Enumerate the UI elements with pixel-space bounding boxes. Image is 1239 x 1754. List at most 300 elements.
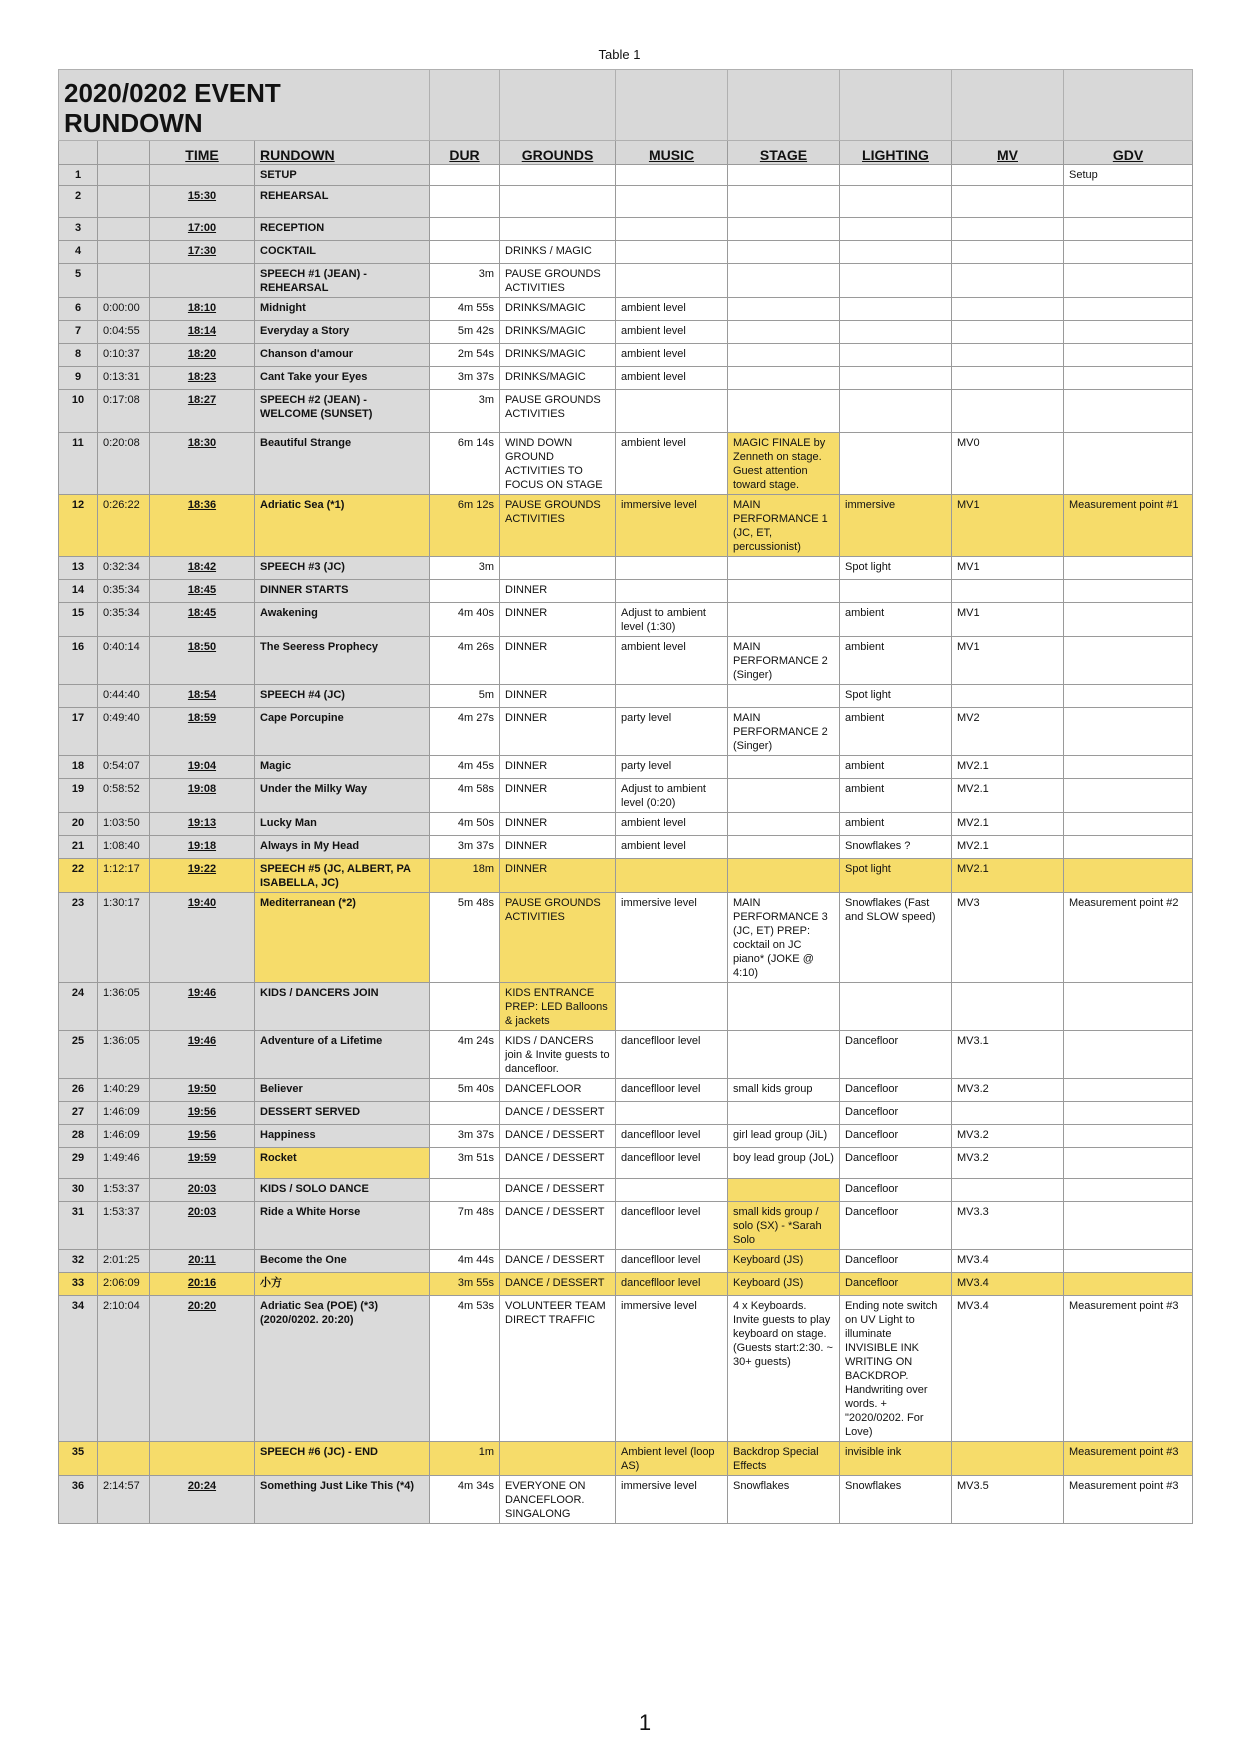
- stage-cell: [728, 1031, 840, 1079]
- elapsed-time: 0:17:08: [98, 390, 150, 433]
- stage-cell: [728, 298, 840, 321]
- table-row: [59, 1079, 1193, 1102]
- grounds-cell: PAUSE GROUNDS ACTIVITIES: [500, 893, 616, 983]
- page-number: 1: [638, 1710, 652, 1735]
- table-row: [59, 685, 1193, 708]
- gdv-cell: [1064, 344, 1193, 367]
- grounds-cell: DANCE / DESSERT: [500, 1125, 616, 1148]
- music-cell: [616, 241, 728, 264]
- grounds-cell: DANCE / DESSERT: [500, 1148, 616, 1179]
- table-row: [59, 367, 1193, 390]
- row-number: 24: [59, 983, 98, 1031]
- music-cell: [616, 685, 728, 708]
- row-number: 11: [59, 433, 98, 495]
- start-time: 19:59: [150, 1148, 255, 1179]
- lighting-cell: Dancefloor: [840, 1250, 952, 1273]
- gdv-cell: [1064, 603, 1193, 637]
- grounds-cell: WIND DOWN GROUND ACTIVITIES TO FOCUS ON STAGE: [500, 433, 616, 495]
- duration: 4m 26s: [430, 637, 500, 685]
- header-row: [59, 141, 1193, 165]
- start-time: 18:10: [150, 298, 255, 321]
- table-row: [59, 218, 1193, 241]
- stage-cell: [728, 344, 840, 367]
- mv-cell: MV2: [952, 708, 1064, 756]
- music-cell: immersive level: [616, 1476, 728, 1524]
- lighting-cell: Dancefloor: [840, 1031, 952, 1079]
- lighting-cell: [840, 218, 952, 241]
- duration: 3m 37s: [430, 836, 500, 859]
- duration: 5m 48s: [430, 893, 500, 983]
- row-number: 26: [59, 1079, 98, 1102]
- duration: [430, 580, 500, 603]
- lighting-cell: Dancefloor: [840, 1273, 952, 1296]
- stage-cell: MAIN PERFORMANCE 2 (Singer): [728, 708, 840, 756]
- row-number: 13: [59, 557, 98, 580]
- table-row: [59, 637, 1193, 685]
- title-row: [59, 70, 1193, 141]
- mv-cell: MV3.4: [952, 1273, 1064, 1296]
- duration: 6m 14s: [430, 433, 500, 495]
- table-row: [59, 321, 1193, 344]
- rundown-item: SPEECH #3 (JC): [255, 557, 430, 580]
- duration: 1m: [430, 1442, 500, 1476]
- stage-cell: Keyboard (JS): [728, 1250, 840, 1273]
- mv-cell: MV3.1: [952, 1031, 1064, 1079]
- row-number: 31: [59, 1202, 98, 1250]
- mv-cell: [952, 165, 1064, 186]
- stage-cell: MAIN PERFORMANCE 3 (JC, ET) PREP: cocktail on JC piano* (JOKE @ 4:10): [728, 893, 840, 983]
- table-row: [59, 836, 1193, 859]
- start-time: [150, 1442, 255, 1476]
- gdv-cell: [1064, 1250, 1193, 1273]
- table-row: [59, 708, 1193, 756]
- grounds-cell: KIDS / DANCERS join & Invite guests to dancefloor.: [500, 1031, 616, 1079]
- header-gdv: GDV: [1064, 141, 1193, 165]
- row-number: 3: [59, 218, 98, 241]
- row-number: [59, 685, 98, 708]
- stage-cell: Snowflakes: [728, 1476, 840, 1524]
- stage-cell: [728, 264, 840, 298]
- mv-cell: MV2.1: [952, 859, 1064, 893]
- mv-cell: MV0: [952, 433, 1064, 495]
- row-number: 17: [59, 708, 98, 756]
- gdv-cell: [1064, 779, 1193, 813]
- stage-cell: [728, 218, 840, 241]
- elapsed-time: 1:53:37: [98, 1202, 150, 1250]
- rundown-item: Midnight: [255, 298, 430, 321]
- start-time: 19:56: [150, 1125, 255, 1148]
- lighting-cell: Ending note switch on UV Light to illuminate INVISIBLE INK WRITING ON BACKDROP. Handwriting over words. + "2020/0202. For Love): [840, 1296, 952, 1442]
- start-time: 19:56: [150, 1102, 255, 1125]
- row-number: 32: [59, 1250, 98, 1273]
- elapsed-time: 2:10:04: [98, 1296, 150, 1442]
- gdv-cell: [1064, 859, 1193, 893]
- row-number: 35: [59, 1442, 98, 1476]
- row-number: 29: [59, 1148, 98, 1179]
- mv-cell: [952, 367, 1064, 390]
- rundown-item: Always in My Head: [255, 836, 430, 859]
- duration: [430, 983, 500, 1031]
- rundown-item: 小方: [255, 1273, 430, 1296]
- music-cell: ambient level: [616, 367, 728, 390]
- music-cell: danceflloor level: [616, 1031, 728, 1079]
- mv-cell: MV3.2: [952, 1148, 1064, 1179]
- rundown-item: Cape Porcupine: [255, 708, 430, 756]
- row-number: 30: [59, 1179, 98, 1202]
- start-time: 19:46: [150, 983, 255, 1031]
- mv-cell: [952, 1442, 1064, 1476]
- lighting-cell: Spot light: [840, 557, 952, 580]
- lighting-cell: ambient: [840, 637, 952, 685]
- grounds-cell: DINNER: [500, 580, 616, 603]
- header-stage: STAGE: [728, 141, 840, 165]
- gdv-cell: Setup: [1064, 165, 1193, 186]
- mv-cell: [952, 218, 1064, 241]
- row-number: 12: [59, 495, 98, 557]
- elapsed-time: 1:46:09: [98, 1125, 150, 1148]
- rundown-item: Ride a White Horse: [255, 1202, 430, 1250]
- elapsed-time: 0:32:34: [98, 557, 150, 580]
- row-number: 6: [59, 298, 98, 321]
- start-time: 18:23: [150, 367, 255, 390]
- gdv-cell: [1064, 836, 1193, 859]
- grounds-cell: PAUSE GROUNDS ACTIVITIES: [500, 264, 616, 298]
- start-time: 19:08: [150, 779, 255, 813]
- rundown-item: Mediterranean (*2): [255, 893, 430, 983]
- header-mv: MV: [952, 141, 1064, 165]
- rundown-item: DESSERT SERVED: [255, 1102, 430, 1125]
- grounds-cell: DRINKS/MAGIC: [500, 344, 616, 367]
- gdv-cell: [1064, 218, 1193, 241]
- lighting-cell: [840, 298, 952, 321]
- table-row: [59, 1202, 1193, 1250]
- start-time: 18:50: [150, 637, 255, 685]
- gdv-cell: [1064, 1273, 1193, 1296]
- start-time: 19:50: [150, 1079, 255, 1102]
- elapsed-time: 1:36:05: [98, 1031, 150, 1079]
- rundown-item: SPEECH #5 (JC, ALBERT, PA ISABELLA, JC): [255, 859, 430, 893]
- rundown-item: KIDS / SOLO DANCE: [255, 1179, 430, 1202]
- grounds-cell: DINNER: [500, 685, 616, 708]
- grounds-cell: EVERYONE ON DANCEFLOOR. SINGALONG: [500, 1476, 616, 1524]
- gdv-cell: [1064, 685, 1193, 708]
- start-time: 18:42: [150, 557, 255, 580]
- elapsed-time: 2:06:09: [98, 1273, 150, 1296]
- table-row: [59, 186, 1193, 218]
- rundown-item: Adriatic Sea (POE) (*3) (2020/0202. 20:20): [255, 1296, 430, 1442]
- rundown-item: The Seeress Prophecy: [255, 637, 430, 685]
- gdv-cell: [1064, 241, 1193, 264]
- gdv-cell: [1064, 983, 1193, 1031]
- start-time: 18:14: [150, 321, 255, 344]
- rundown-item: SPEECH #2 (JEAN) - WELCOME (SUNSET): [255, 390, 430, 433]
- gdv-cell: Measurement point #1: [1064, 495, 1193, 557]
- gdv-cell: [1064, 264, 1193, 298]
- start-time: 18:30: [150, 433, 255, 495]
- stage-cell: boy lead group (JoL): [728, 1148, 840, 1179]
- lighting-cell: [840, 165, 952, 186]
- duration: 6m 12s: [430, 495, 500, 557]
- gdv-cell: [1064, 1102, 1193, 1125]
- gdv-cell: [1064, 321, 1193, 344]
- duration: 4m 53s: [430, 1296, 500, 1442]
- start-time: 18:27: [150, 390, 255, 433]
- lighting-cell: Dancefloor: [840, 1148, 952, 1179]
- elapsed-time: [98, 1442, 150, 1476]
- start-time: [150, 264, 255, 298]
- elapsed-time: 1:53:37: [98, 1179, 150, 1202]
- start-time: 20:03: [150, 1179, 255, 1202]
- table-row: [59, 756, 1193, 779]
- grounds-cell: DINNER: [500, 813, 616, 836]
- gdv-cell: [1064, 1079, 1193, 1102]
- row-number: 18: [59, 756, 98, 779]
- rundown-item: DINNER STARTS: [255, 580, 430, 603]
- stage-cell: [728, 241, 840, 264]
- lighting-cell: ambient: [840, 708, 952, 756]
- row-number: 23: [59, 893, 98, 983]
- start-time: 19:13: [150, 813, 255, 836]
- gdv-cell: [1064, 1031, 1193, 1079]
- duration: 4m 40s: [430, 603, 500, 637]
- row-number: 16: [59, 637, 98, 685]
- elapsed-time: 1:36:05: [98, 983, 150, 1031]
- duration: [430, 186, 500, 218]
- gdv-cell: [1064, 1179, 1193, 1202]
- stage-cell: [728, 557, 840, 580]
- elapsed-time: 1:12:17: [98, 859, 150, 893]
- row-number: 1: [59, 165, 98, 186]
- gdv-cell: [1064, 1125, 1193, 1148]
- duration: 2m 54s: [430, 344, 500, 367]
- rundown-item: Awakening: [255, 603, 430, 637]
- elapsed-time: 0:13:31: [98, 367, 150, 390]
- lighting-cell: Spot light: [840, 859, 952, 893]
- music-cell: [616, 859, 728, 893]
- lighting-cell: ambient: [840, 813, 952, 836]
- sheet-title: 2020/0202 EVENT RUNDOWN: [59, 70, 430, 141]
- music-cell: [616, 390, 728, 433]
- stage-cell: [728, 390, 840, 433]
- stage-cell: [728, 813, 840, 836]
- duration: 3m: [430, 390, 500, 433]
- elapsed-time: 0:35:34: [98, 580, 150, 603]
- gdv-cell: [1064, 756, 1193, 779]
- grounds-cell: [500, 557, 616, 580]
- grounds-cell: DINNER: [500, 859, 616, 893]
- music-cell: Adjust to ambient level (1:30): [616, 603, 728, 637]
- grounds-cell: VOLUNTEER TEAM DIRECT TRAFFIC: [500, 1296, 616, 1442]
- mv-cell: MV3.2: [952, 1079, 1064, 1102]
- elapsed-time: [98, 241, 150, 264]
- start-time: 20:24: [150, 1476, 255, 1524]
- table-row: [59, 779, 1193, 813]
- lighting-cell: invisible ink: [840, 1442, 952, 1476]
- music-cell: danceflloor level: [616, 1250, 728, 1273]
- table-row: [59, 241, 1193, 264]
- start-time: 18:20: [150, 344, 255, 367]
- start-time: 17:30: [150, 241, 255, 264]
- grounds-cell: [500, 1442, 616, 1476]
- elapsed-time: [98, 186, 150, 218]
- row-number: 21: [59, 836, 98, 859]
- duration: 3m: [430, 557, 500, 580]
- table-row: [59, 859, 1193, 893]
- stage-cell: MAIN PERFORMANCE 1 (JC, ET, percussionist): [728, 495, 840, 557]
- lighting-cell: [840, 344, 952, 367]
- row-number: 7: [59, 321, 98, 344]
- rundown-item: Magic: [255, 756, 430, 779]
- duration: 4m 44s: [430, 1250, 500, 1273]
- elapsed-time: 0:35:34: [98, 603, 150, 637]
- mv-cell: MV1: [952, 603, 1064, 637]
- rundown-item: Rocket: [255, 1148, 430, 1179]
- table-row: [59, 264, 1193, 298]
- duration: 3m 51s: [430, 1148, 500, 1179]
- lighting-cell: [840, 390, 952, 433]
- lighting-cell: Snowflakes ?: [840, 836, 952, 859]
- music-cell: ambient level: [616, 637, 728, 685]
- row-number: 20: [59, 813, 98, 836]
- music-cell: [616, 1179, 728, 1202]
- table-row: [59, 893, 1193, 983]
- table-row: [59, 1179, 1193, 1202]
- lighting-cell: [840, 186, 952, 218]
- elapsed-time: 0:04:55: [98, 321, 150, 344]
- rundown-item: Happiness: [255, 1125, 430, 1148]
- lighting-cell: [840, 433, 952, 495]
- table-row: [59, 1442, 1193, 1476]
- table-row: [59, 603, 1193, 637]
- stage-cell: Backdrop Special Effects: [728, 1442, 840, 1476]
- duration: [430, 1179, 500, 1202]
- mv-cell: MV2.1: [952, 756, 1064, 779]
- music-cell: ambient level: [616, 344, 728, 367]
- stage-cell: [728, 1102, 840, 1125]
- start-time: 19:46: [150, 1031, 255, 1079]
- start-time: 18:45: [150, 580, 255, 603]
- duration: 4m 50s: [430, 813, 500, 836]
- table-row: [59, 495, 1193, 557]
- row-number: 27: [59, 1102, 98, 1125]
- duration: 4m 45s: [430, 756, 500, 779]
- lighting-cell: Dancefloor: [840, 1179, 952, 1202]
- mv-cell: [952, 580, 1064, 603]
- music-cell: [616, 557, 728, 580]
- duration: [430, 241, 500, 264]
- music-cell: immersive level: [616, 893, 728, 983]
- start-time: 19:18: [150, 836, 255, 859]
- lighting-cell: ambient: [840, 779, 952, 813]
- music-cell: ambient level: [616, 298, 728, 321]
- gdv-cell: [1064, 298, 1193, 321]
- mv-cell: MV3.3: [952, 1202, 1064, 1250]
- gdv-cell: [1064, 637, 1193, 685]
- lighting-cell: [840, 367, 952, 390]
- music-cell: [616, 983, 728, 1031]
- mv-cell: [952, 390, 1064, 433]
- mv-cell: [952, 321, 1064, 344]
- stage-cell: MAIN PERFORMANCE 2 (Singer): [728, 637, 840, 685]
- rundown-item: RECEPTION: [255, 218, 430, 241]
- lighting-cell: [840, 264, 952, 298]
- rundown-item: Become the One: [255, 1250, 430, 1273]
- header-lighting: LIGHTING: [840, 141, 952, 165]
- lighting-cell: Dancefloor: [840, 1079, 952, 1102]
- duration: 4m 34s: [430, 1476, 500, 1524]
- mv-cell: [952, 186, 1064, 218]
- elapsed-time: 2:14:57: [98, 1476, 150, 1524]
- stage-cell: girl lead group (JiL): [728, 1125, 840, 1148]
- header-rundown: RUNDOWN: [255, 141, 430, 165]
- stage-cell: [728, 165, 840, 186]
- rundown-item: Cant Take your Eyes: [255, 367, 430, 390]
- mv-cell: MV3.5: [952, 1476, 1064, 1524]
- rundown-item: Adventure of a Lifetime: [255, 1031, 430, 1079]
- stage-cell: [728, 186, 840, 218]
- rundown-item: COCKTAIL: [255, 241, 430, 264]
- rundown-item: Under the Milky Way: [255, 779, 430, 813]
- rundown-table: [58, 69, 1193, 1524]
- grounds-cell: DANCE / DESSERT: [500, 1202, 616, 1250]
- gdv-cell: [1064, 1202, 1193, 1250]
- elapsed-time: 0:58:52: [98, 779, 150, 813]
- music-cell: danceflloor level: [616, 1125, 728, 1148]
- music-cell: ambient level: [616, 321, 728, 344]
- elapsed-time: 1:30:17: [98, 893, 150, 983]
- elapsed-time: [98, 218, 150, 241]
- lighting-cell: Snowflakes (Fast and SLOW speed): [840, 893, 952, 983]
- music-cell: [616, 165, 728, 186]
- grounds-cell: DINNER: [500, 708, 616, 756]
- gdv-cell: [1064, 813, 1193, 836]
- elapsed-time: 0:26:22: [98, 495, 150, 557]
- stage-cell: [728, 779, 840, 813]
- music-cell: party level: [616, 756, 728, 779]
- elapsed-time: [98, 264, 150, 298]
- music-cell: immersive level: [616, 495, 728, 557]
- elapsed-time: 1:03:50: [98, 813, 150, 836]
- grounds-cell: DRINKS / MAGIC: [500, 241, 616, 264]
- start-time: 20:11: [150, 1250, 255, 1273]
- mv-cell: MV1: [952, 637, 1064, 685]
- mv-cell: MV3.4: [952, 1296, 1064, 1442]
- elapsed-time: 0:40:14: [98, 637, 150, 685]
- mv-cell: MV2.1: [952, 779, 1064, 813]
- lighting-cell: Snowflakes: [840, 1476, 952, 1524]
- music-cell: danceflloor level: [616, 1148, 728, 1179]
- table-row: [59, 1273, 1193, 1296]
- elapsed-time: 0:54:07: [98, 756, 150, 779]
- music-cell: [616, 580, 728, 603]
- grounds-cell: DINNER: [500, 637, 616, 685]
- mv-cell: MV1: [952, 557, 1064, 580]
- mv-cell: [952, 1102, 1064, 1125]
- rundown-item: Believer: [255, 1079, 430, 1102]
- row-number: 10: [59, 390, 98, 433]
- duration: 5m: [430, 685, 500, 708]
- table-row: [59, 298, 1193, 321]
- row-number: 9: [59, 367, 98, 390]
- mv-cell: MV2.1: [952, 813, 1064, 836]
- grounds-cell: DINNER: [500, 836, 616, 859]
- rundown-item: Lucky Man: [255, 813, 430, 836]
- duration: 4m 27s: [430, 708, 500, 756]
- music-cell: ambient level: [616, 836, 728, 859]
- stage-cell: [728, 983, 840, 1031]
- row-number: 19: [59, 779, 98, 813]
- rundown-item: KIDS / DANCERS JOIN: [255, 983, 430, 1031]
